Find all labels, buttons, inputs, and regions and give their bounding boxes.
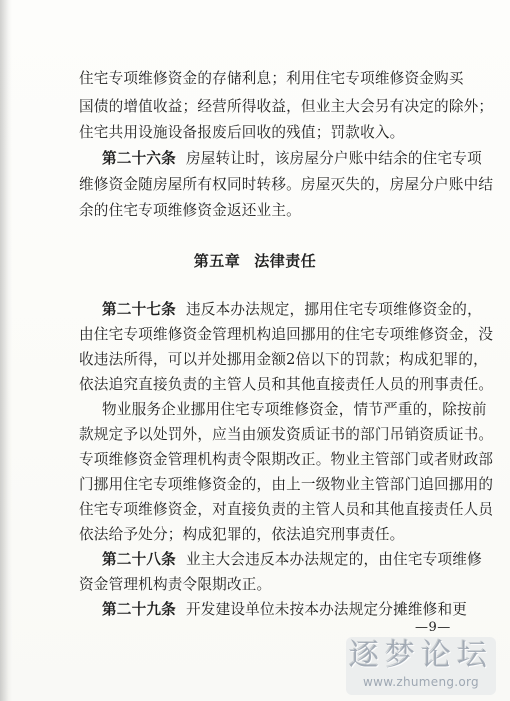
text-line: 住宅共用设施设备报废后回收的残值；罚款收入。 <box>79 124 405 141</box>
article-29-number: 第二十九条 <box>102 601 176 618</box>
text-line: 余的住宅专项维修资金返还业主。 <box>79 202 301 219</box>
chapter-title: 法律责任 <box>254 252 317 270</box>
article-27-first-line <box>102 301 482 319</box>
text-line: 收违法所得，可以并处挪用金额2倍以下的罚款；构成犯罪的， <box>79 351 488 368</box>
text-line: 资金管理机构责令限期改正。 <box>79 576 272 593</box>
article-27-number: 第二十七条 <box>102 301 176 318</box>
article-29-first-line <box>102 601 467 619</box>
scan-shadow-edge <box>0 0 12 701</box>
article-26-first-line <box>102 150 482 168</box>
watermark-name: 逐梦论坛 <box>349 638 493 673</box>
chapter-number: 第五章 <box>193 252 241 270</box>
article-26-number: 第二十六条 <box>102 150 176 167</box>
text-line: 专项维修资金管理机构责令限期改正。物业主管部门或者财政部 <box>79 451 494 468</box>
text-line: 门挪用住宅专项维修资金的，由上一级物业主管部门追回挪用的 <box>79 476 494 493</box>
watermark-url: www.zhumeng.org <box>363 675 479 689</box>
article-29-text: 开发建设单位未按本办法规定分摊维修和更 <box>185 601 468 618</box>
text-line: 物业服务企业挪用住宅专项维修资金，情节严重的，除按前 <box>102 401 487 418</box>
forum-watermark <box>346 637 496 695</box>
article-28-number: 第二十八条 <box>102 551 176 568</box>
article-26-text: 房屋转让时，该房屋分户账中结余的住宅专项 <box>185 150 482 167</box>
text-line: 款规定予以处罚外，应当由颁发资质证书的部门吊销资质证书。 <box>79 426 494 443</box>
page-number: —9— <box>415 620 451 635</box>
chapter-heading <box>0 250 510 271</box>
text-line: 依法追究直接负责的主管人员和其他直接责任人员的刑事责任。 <box>79 376 494 393</box>
text-line: 由住宅专项维修资金管理机构追回挪用的住宅专项维修资金，没 <box>79 326 494 343</box>
text-line: 住宅专项维修资金的存储利息；利用住宅专项维修资金购买 <box>79 70 464 87</box>
article-28-text: 业主大会违反本办法规定的，由住宅专项维修 <box>185 551 482 568</box>
text-line: 依法给予处分；构成犯罪的，依法追究刑事责任。 <box>79 526 405 543</box>
text-line: 国债的增值收益；经营所得收益，但业主大会另有决定的除外； <box>79 98 494 115</box>
article-28-first-line <box>102 551 482 569</box>
text-line: 维修资金随房屋所有权同时转移。房屋灭失的，房屋分户账中结 <box>79 176 494 193</box>
text-line: 住宅专项维修资金，对直接负责的主管人员和其他直接责任人员 <box>79 501 494 518</box>
article-27-text: 违反本办法规定，挪用住宅专项维修资金的， <box>185 301 482 318</box>
